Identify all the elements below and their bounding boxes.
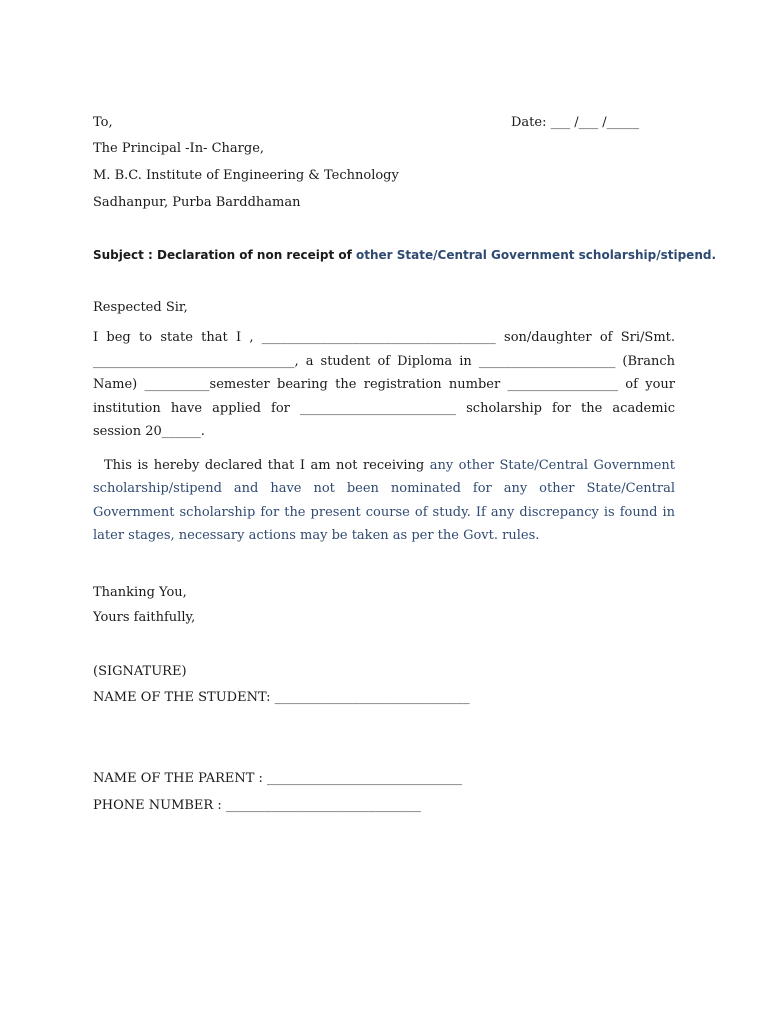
recipient-to: To, [93, 115, 113, 130]
salutation: Respected Sir, [93, 300, 188, 315]
subject-label: Subject : Declaration of non receipt of [93, 248, 357, 262]
address-line-2: M. B.C. Institute of Engineering & Technology [93, 168, 399, 183]
subject-line [93, 248, 716, 262]
declaration-paragraph-1: I beg to state that I , ____________________________________ son/daughter of Sri/Smt. _______________________________, a student of Diploma in _____________________ (Branch Name) __________semester bearing the registration number _________________ of your institution have applied for ________________________ scholarship for the academic session 20______. [93, 330, 675, 440]
parent-name-field: NAME OF THE PARENT : ______________________________ [93, 771, 463, 786]
date-field: Date: ___ /___ /_____ [511, 115, 640, 130]
signature-label: (SIGNATURE) [93, 664, 187, 679]
student-name-field: NAME OF THE STUDENT: ______________________________ [93, 690, 470, 705]
closing-thanks: Thanking You, [93, 585, 187, 600]
address-line-1: The Principal -In- Charge, [93, 141, 265, 156]
address-line-3: Sadhanpur, Purba Barddhaman [93, 195, 301, 210]
paragraph2-start: This is hereby declared that I am not receiving [93, 458, 430, 473]
paragraph2-highlight: any other State/Central Government scholarship/stipend and have not been nominated for any other State/Central Government scholarship for the present course of study. If any discrepancy is found in later stages, necessary actions may be taken as per the Govt. rules. [93, 458, 676, 544]
subject-highlight: other State/Central Government scholarship/stipend. [356, 248, 717, 262]
declaration-paragraph-2 [93, 454, 675, 548]
phone-number-field: PHONE NUMBER : ______________________________ [93, 798, 421, 813]
closing-yours: Yours faithfully, [93, 610, 196, 625]
